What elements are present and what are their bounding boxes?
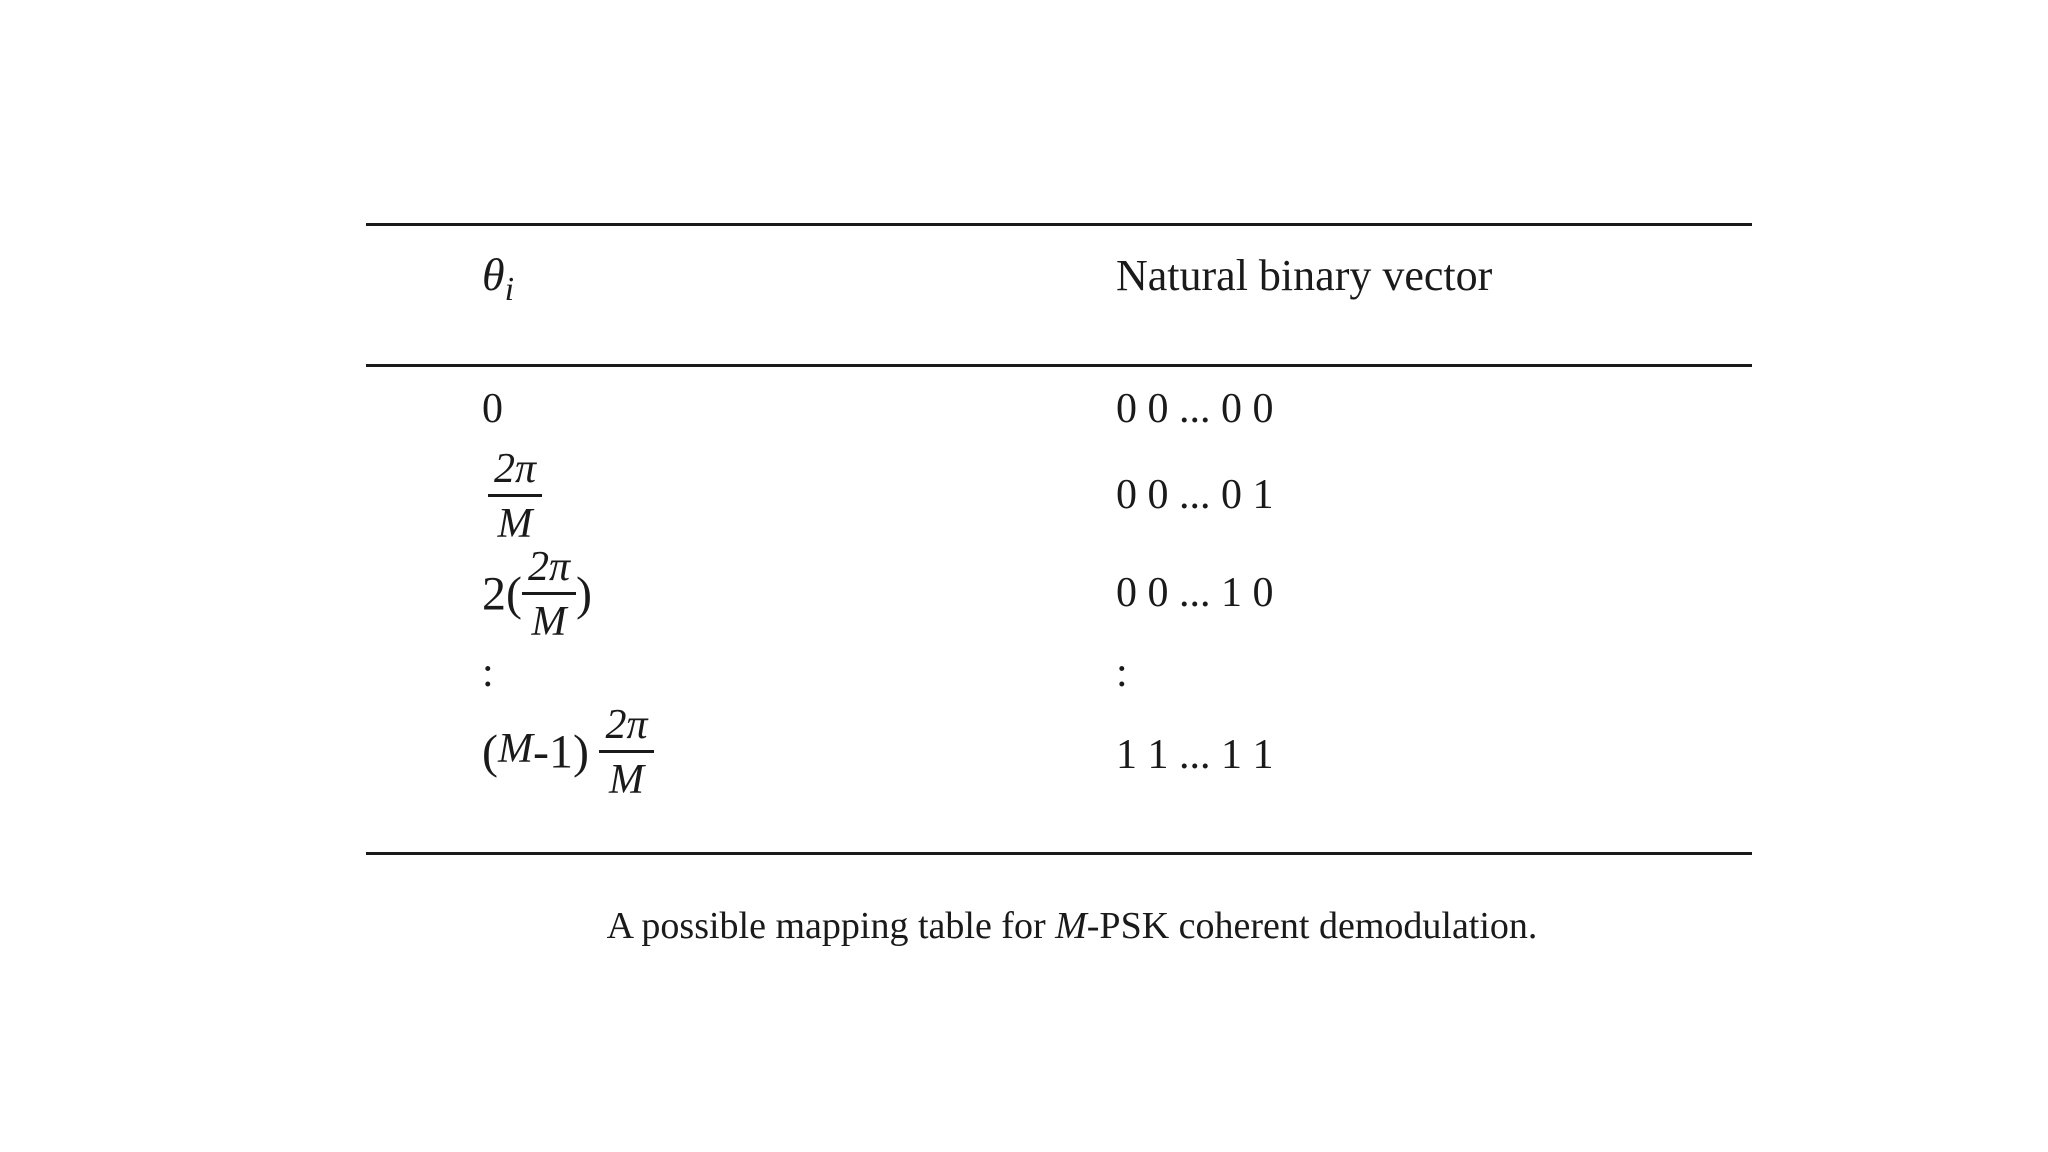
row-4-open: (: [482, 725, 498, 779]
fraction: [599, 704, 653, 801]
row-1-binary: 0 0 ... 0 1: [1116, 472, 1274, 518]
caption-var: M: [1055, 905, 1087, 947]
fraction-numerator: 2π: [522, 546, 576, 595]
fraction: [522, 546, 576, 643]
row-0-theta: 0: [482, 386, 503, 432]
fraction-denominator: M: [531, 599, 567, 645]
row-4-rest: -1): [532, 725, 589, 779]
table-top-rule: [366, 223, 1752, 226]
fraction-denominator: M: [608, 757, 644, 803]
row-2-suffix: ): [576, 567, 593, 621]
fraction-denominator: M: [497, 501, 533, 547]
theta-symbol: θ: [482, 249, 505, 300]
row-3-theta: :: [482, 650, 494, 696]
caption-text-before: A possible mapping table for: [606, 905, 1056, 947]
row-4-binary: 1 1 ... 1 1: [1116, 732, 1274, 778]
fraction: [488, 448, 542, 545]
header-binary: Natural binary vector: [1116, 251, 1493, 300]
table-header-rule: [366, 364, 1752, 367]
row-4-var: M: [497, 726, 533, 773]
caption-text-after: -PSK coherent demodulation.: [1086, 905, 1538, 947]
row-1-theta: [488, 448, 542, 545]
theta-subscript: i: [504, 271, 515, 308]
row-3-binary: :: [1116, 650, 1128, 696]
header-theta: [482, 249, 515, 308]
row-2-prefix: 2(: [482, 567, 522, 621]
row-2-theta: [482, 546, 592, 643]
table-caption: [0, 904, 2048, 948]
row-4-theta: [482, 704, 654, 801]
fraction-numerator: 2π: [599, 704, 653, 753]
row-2-binary: 0 0 ... 1 0: [1116, 570, 1274, 616]
table-bottom-rule: [366, 852, 1752, 855]
row-0-binary: 0 0 ... 0 0: [1116, 386, 1274, 432]
fraction-numerator: 2π: [488, 448, 542, 497]
